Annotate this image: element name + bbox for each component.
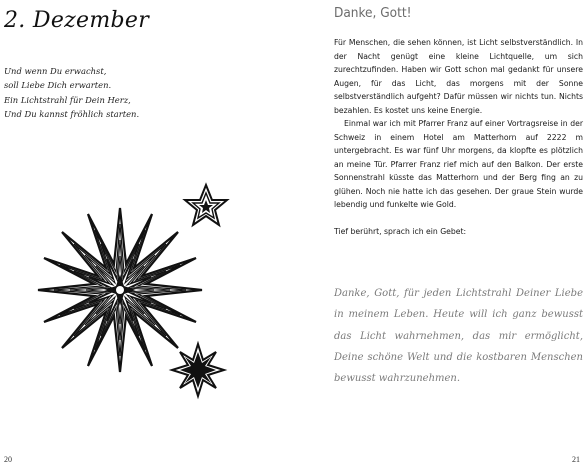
paragraph: Für Menschen, die sehen können, ist Licht selbstverständlich. In der Nacht genügt eine kleine Lichtquelle, um sich zurechtzufinden. Haben wir Gott schon mal gedankt für unsere Augen, für das Licht, das morgens mit der Sonne selbstverständlich aufgeht? Dafür müssen wir nichts tun. Nichts bezahlen. Es kostet uns keine Energie. xyxy=(334,38,583,115)
poem-line: Und Du kannst fröhlich starten. xyxy=(4,109,140,120)
paragraph: Tief berührt, sprach ich ein Gebet: xyxy=(334,227,467,236)
poem xyxy=(4,64,204,122)
page-number-left: 20 xyxy=(4,455,12,464)
page-number-right: 21 xyxy=(572,455,580,464)
star-illustration xyxy=(0,175,292,415)
paragraph: Einmal war ich mit Pfarrer Franz auf einer Vortragsreise in der Schweiz in einem Hotel am Matterhorn auf 2222 m untergebracht. Es war fünf Uhr morgens, da klopfte es plötzlich an meine Tür. Pfarrer Franz rief mich auf den Balkon. Der erste Sonnenstrahl küsste das Matterhorn und der Berg fing an zu glühen. Noch nie hatte ich das gesehen. Der graue Stein wurde lebendig und funkelte wie Gold. xyxy=(334,119,583,209)
body-text xyxy=(334,36,583,239)
section-heading: Danke, Gott! xyxy=(334,5,412,21)
poem-line: Und wenn Du erwachst, xyxy=(4,66,107,76)
poem-line: soll Liebe Dich erwarten. xyxy=(4,80,112,91)
date-title: 2. Dezember xyxy=(4,8,150,33)
right-page xyxy=(292,0,584,467)
poem-line: Ein Lichtstrahl für Dein Herz, xyxy=(4,94,131,105)
large-star-icon xyxy=(38,208,202,372)
prayer-text: Danke, Gott, für jeden Lichtstrahl Deiner Liebe in meinem Leben. Heute will ich ganz bewusst das Licht wahrnehmen, das mir ermöglicht, Deine schöne Welt und die kostbaren Menschen bewusst wahrzunehmen. xyxy=(334,288,583,385)
small-star-icon xyxy=(185,185,227,225)
filled-star-icon xyxy=(172,344,224,396)
